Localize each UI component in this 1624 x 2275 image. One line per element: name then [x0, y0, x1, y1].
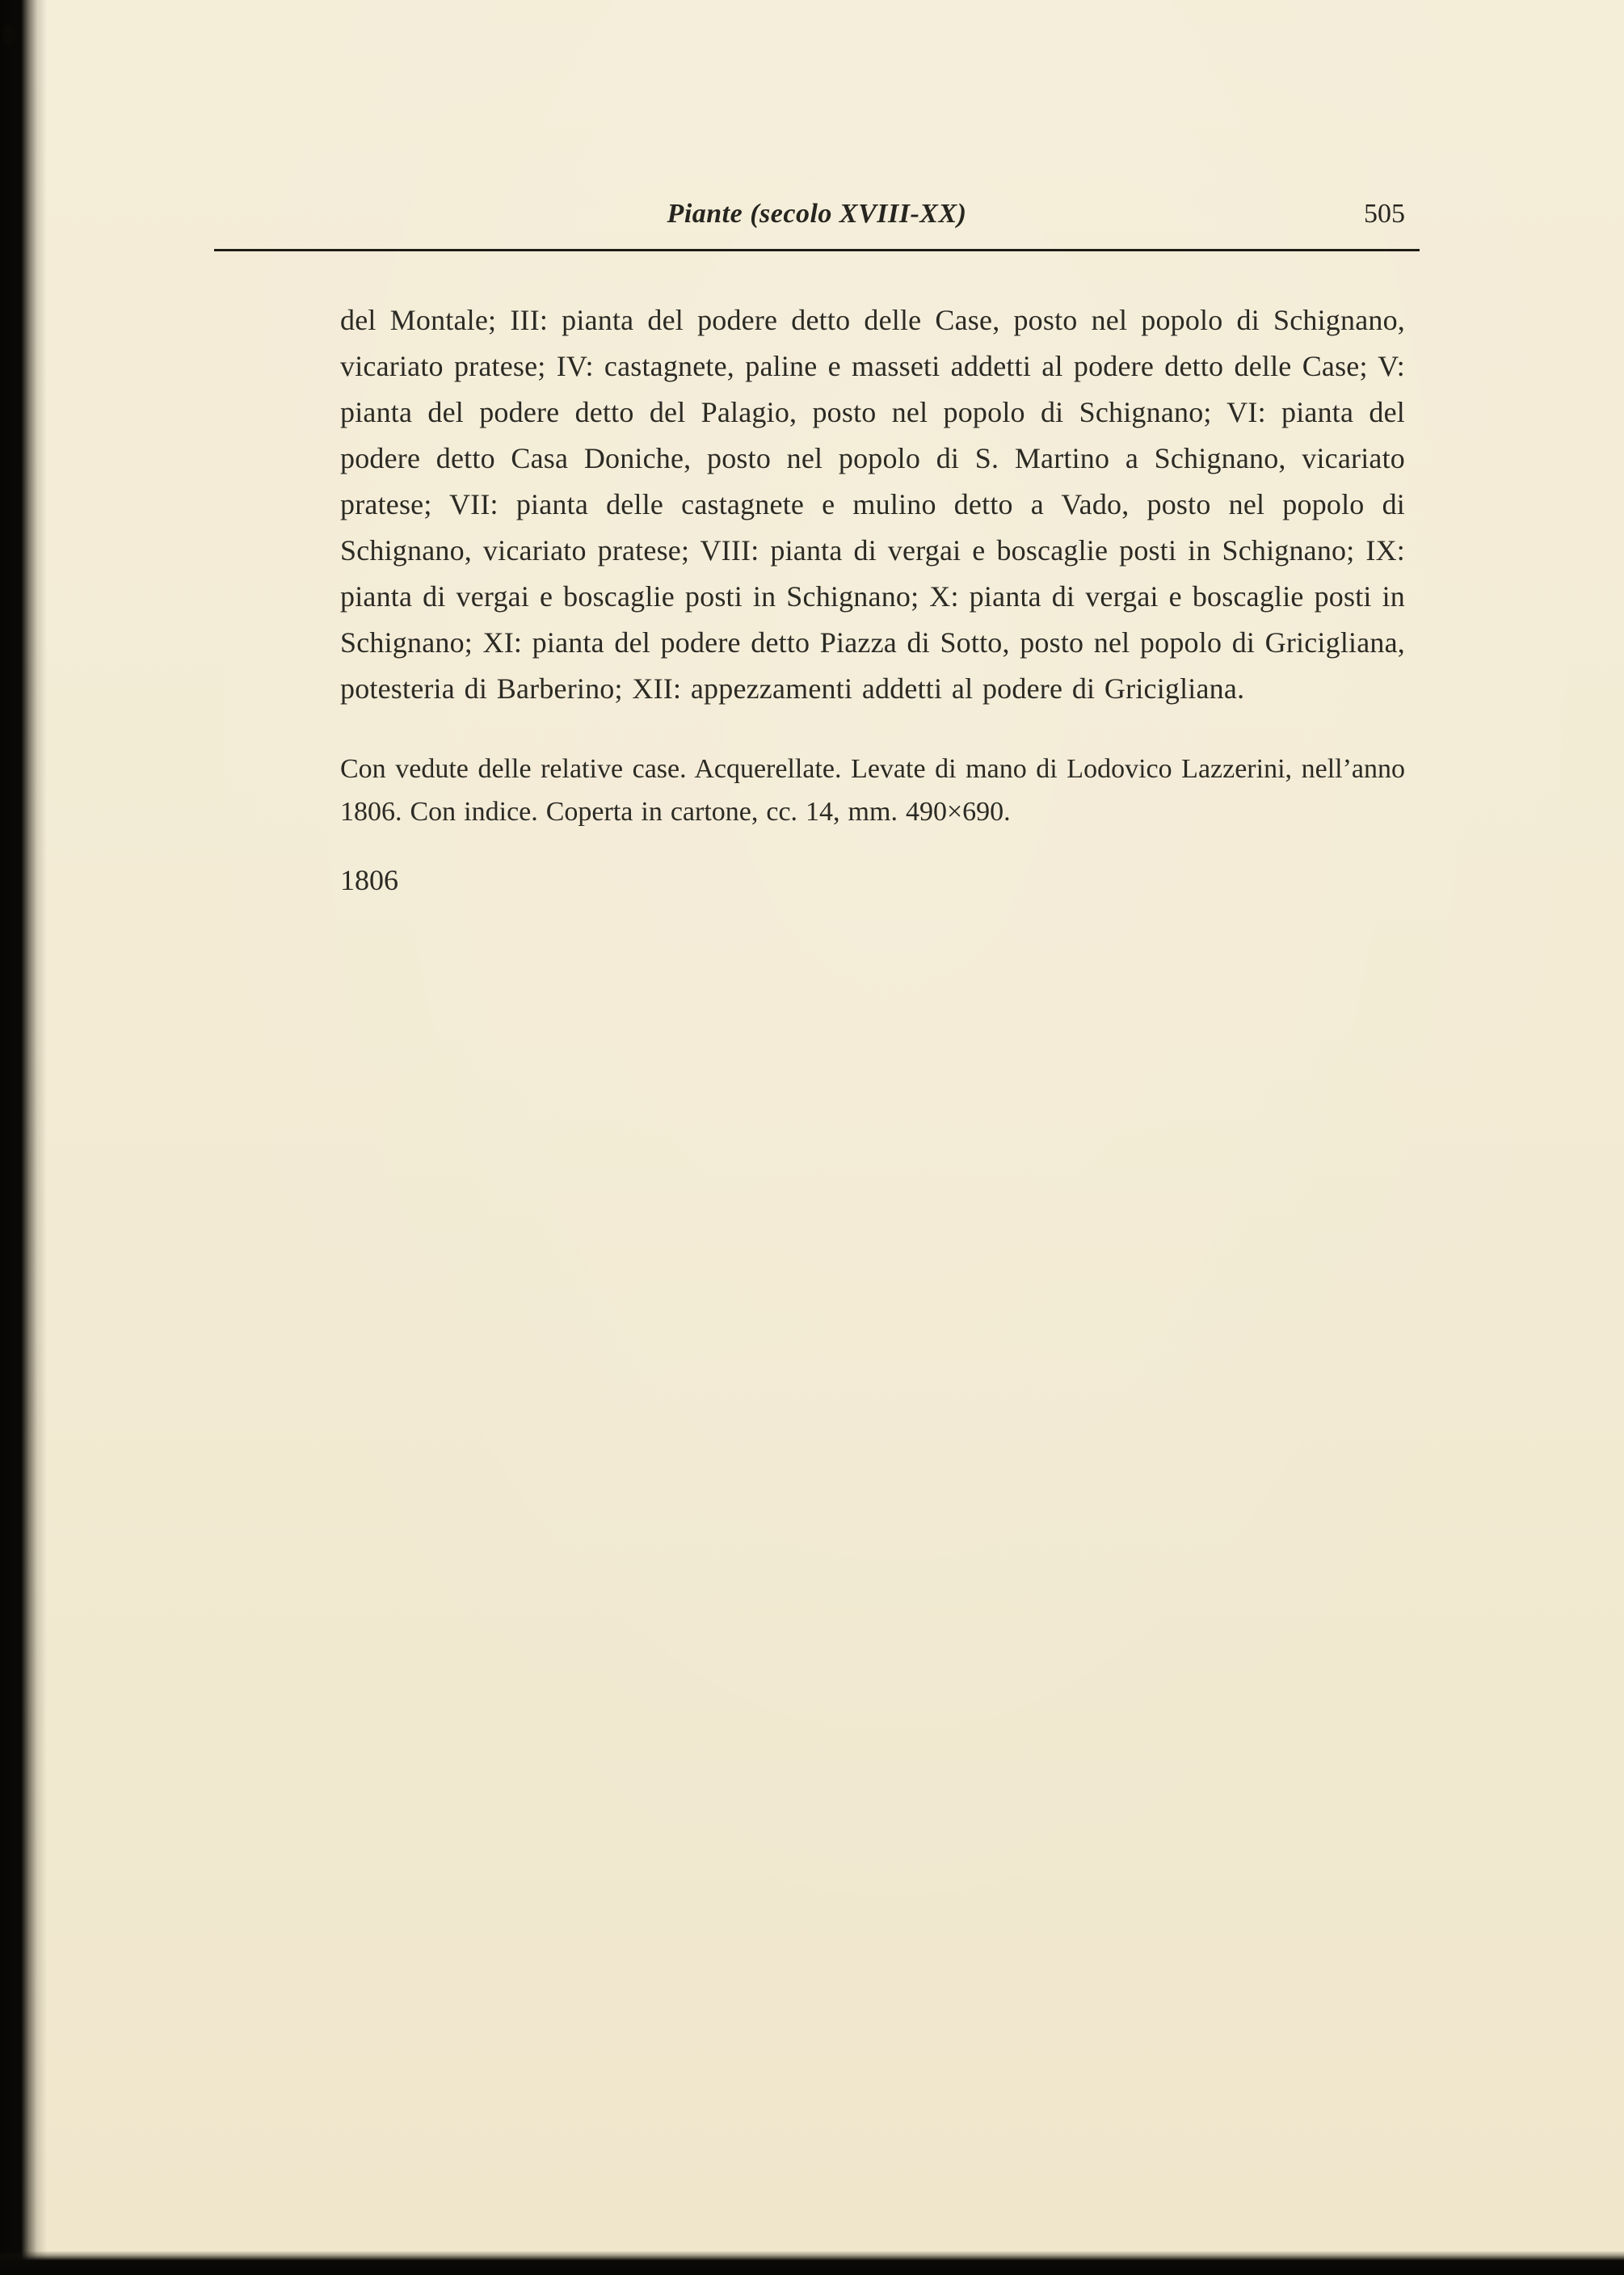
entry-description: del Montale; III: pianta del podere detto delle Case, posto nel popolo di Schignano, vicariato pratese; IV: castagnete, paline e masseti addetti al podere detto delle Case; V: pianta del podere detto del Palagio, posto nel popolo di Schignano; VI: pianta del podere detto Casa Doniche, posto nel popolo di S. Martino a Schignano, vicariato pratese; VII: pianta delle castagnete e mulino detto a Vado, posto nel popolo di Schignano, vicariato pratese; VIII: pianta di vergai e boscaglie posti in Schignano; IX: pianta di vergai e boscaglie posti in Schignano; X: pianta di vergai e boscaglie posti in Schignano; XI: pianta del podere detto Piazza di Sotto, posto nel popolo di Gricigliana, potesteria di Barberino; XII: appezzamenti addetti al podere di Gricigliana. — [340, 304, 1405, 705]
entry-text-block — [340, 297, 1405, 896]
header-rule — [214, 249, 1420, 251]
running-title: Piante (secolo XVIII-XX) — [667, 199, 967, 229]
entry-colophon: Con vedute delle relative case. Acquerellate. Levate di mano di Lodovico Lazzerini, nell’anno 1806. Con indice. Coperta in cartone, cc. 14, mm. 490×690. — [340, 754, 1405, 827]
page-header — [214, 199, 1420, 238]
page-number: 505 — [1364, 199, 1405, 229]
scan-blemish — [3, 24, 16, 45]
scan-left-binding-edge — [0, 0, 47, 2275]
scan-bottom-edge — [0, 2251, 1624, 2275]
entry-year: 1806 — [340, 864, 398, 896]
